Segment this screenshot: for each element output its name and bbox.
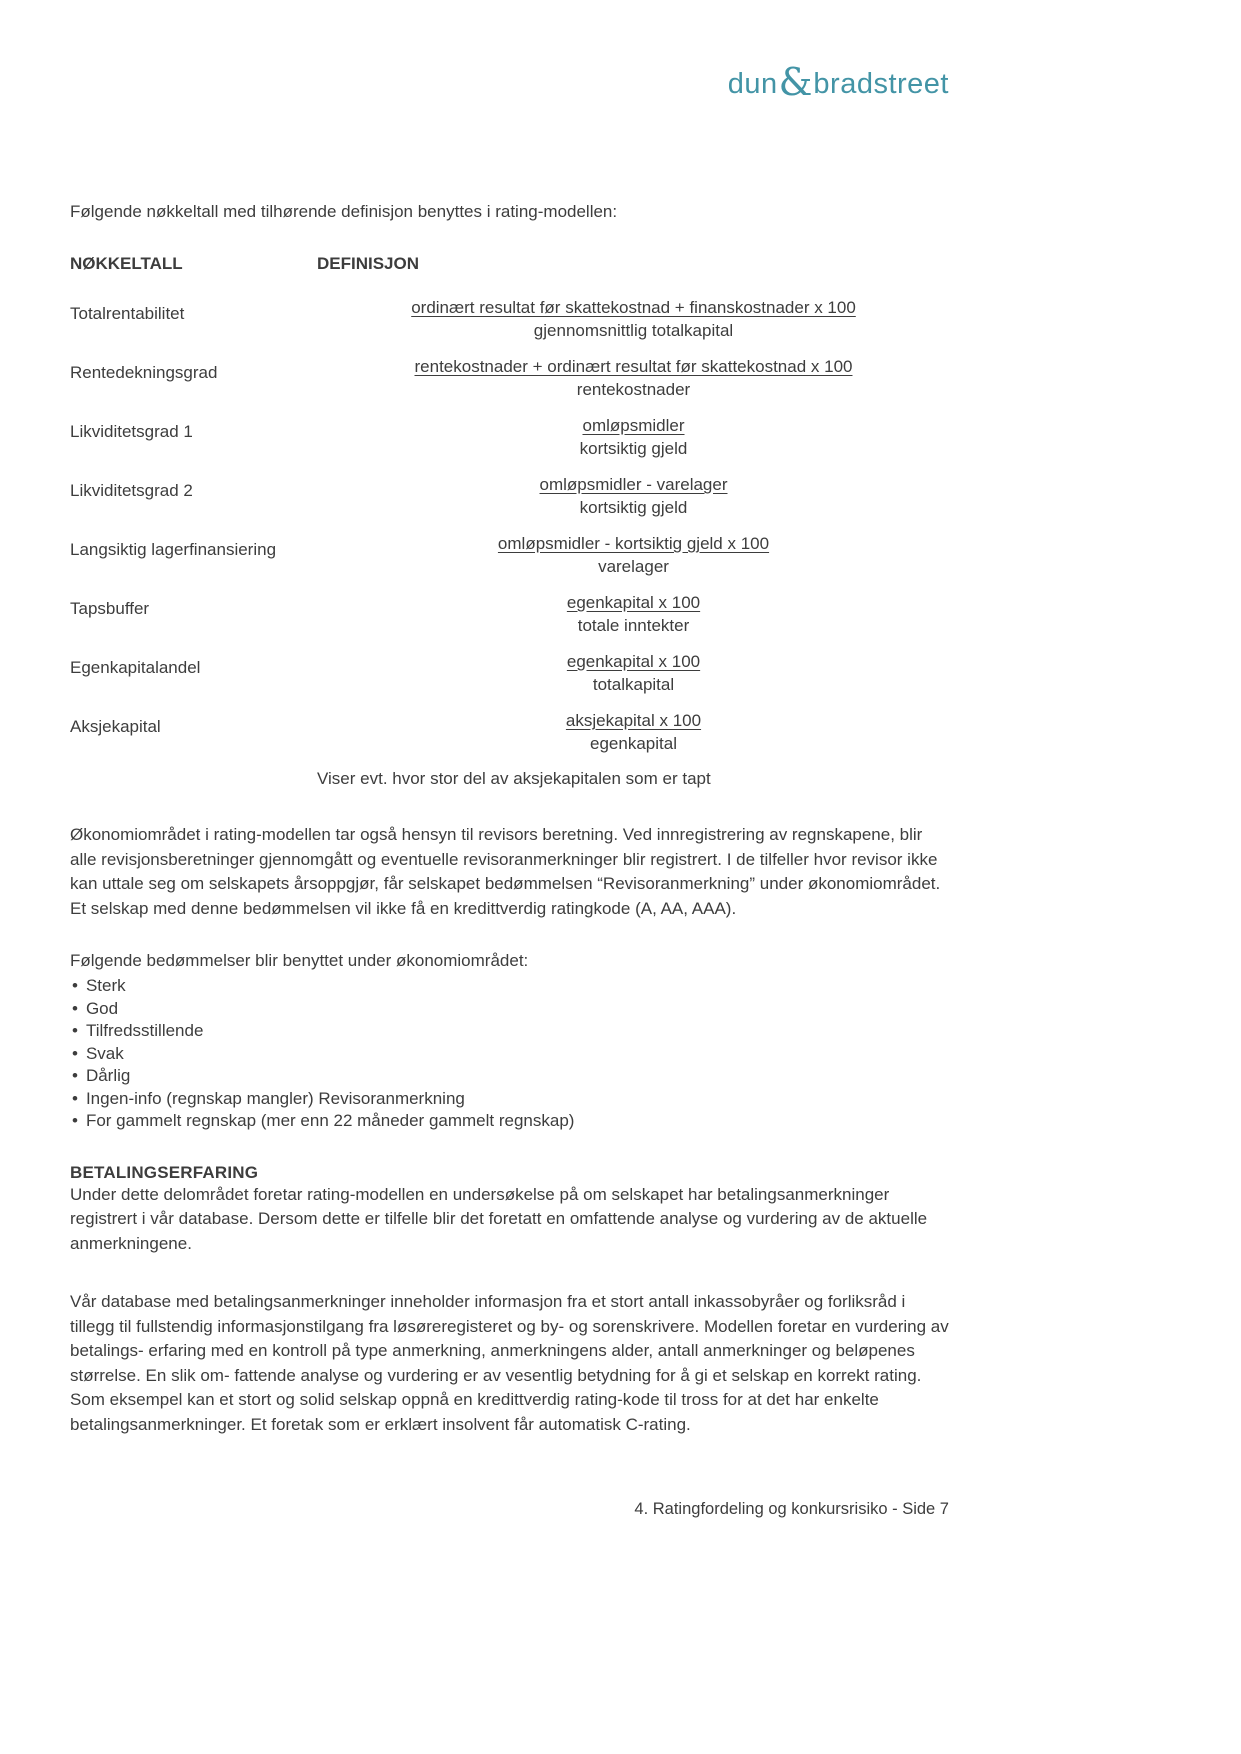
bullet-icon: • xyxy=(72,1111,78,1130)
ratio-label: Likviditetsgrad 2 xyxy=(70,481,193,500)
bullet-icon: • xyxy=(72,1066,78,1085)
bullet-icon: • xyxy=(72,1088,78,1108)
ratio-label: Likviditetsgrad 1 xyxy=(70,422,193,441)
logo-dun-text: dun xyxy=(727,68,778,100)
document-content xyxy=(70,200,950,1437)
aksjekapital-note: Viser evt. hvor stor del av aksjekapitalen som er tapt xyxy=(317,769,711,788)
formula-denominator: rentekostnader xyxy=(576,380,691,399)
formula-numerator: rentekostnader + ordinært resultat før skattekostnad x 100 xyxy=(414,357,853,376)
section-heading-betalingserfaring: BETALINGSERFARING xyxy=(70,1162,259,1182)
table-row xyxy=(70,296,950,342)
paragraph-betalingserfaring: Under dette delområdet foretar rating-modellen en undersøkelse på om selskapet har betalingsanmerkninger registrert i vår database. Dersom dette er tilfelle blir det foretatt en omfattende analyse og vurdering av de aktuelle anmerkningene. xyxy=(70,1184,928,1253)
list-item xyxy=(70,1088,950,1111)
ratio-formula xyxy=(317,532,950,578)
table-row xyxy=(70,473,950,519)
assessment-list-intro: Følgende bedømmelser blir benyttet under økonomiområdet: xyxy=(70,951,529,970)
formula-denominator: kortsiktig gjeld xyxy=(579,439,688,458)
formula-numerator: ordinært resultat før skattekostnad + finanskostnader x 100 xyxy=(411,298,856,317)
formula-denominator: kortsiktig gjeld xyxy=(579,498,688,517)
paragraph-database: Vår database med betalingsanmerkninger inneholder informasjon fra et stort antall inkassobyråer og forliksråd i tillegg til fullstendig informasjonstilgang fra løsøreregisteret og by- og sorenskrivere. Modellen foretar en vurdering av betalings- erfaring med en kontroll på type anmerkning, anmerkningens alder, antall anmerkninger og beløpenes størrelse. En slik om- fattende analyse og vurdering er av vesentlig betydning for å gi et selskap en korrekt rating. Som eksempel kan et stort og solid selskap oppnå en kredittverdig rating-kode til tross for at det har enkelte betalingsanmerkninger. Et foretak som er erklært insolvent får automatisk C-rating. xyxy=(70,1292,949,1434)
list-item-label: Svak xyxy=(85,1043,124,1063)
ratio-formula xyxy=(317,355,950,401)
ratio-formula xyxy=(317,709,950,755)
table-header-row xyxy=(70,254,950,274)
column-header-nokkeltall: NØKKELTALL xyxy=(70,254,183,273)
list-item-label: Dårlig xyxy=(85,1066,131,1085)
page-footer: 4. Ratingfordeling og konkursrisiko - Side 7 xyxy=(634,1500,949,1518)
ratio-formula xyxy=(317,591,950,637)
column-header-definisjon: DEFINISJON xyxy=(317,254,420,273)
list-item xyxy=(70,1043,950,1066)
list-item xyxy=(70,1020,950,1043)
logo-bradstreet-text: bradstreet xyxy=(813,68,949,100)
table-row xyxy=(70,709,950,755)
paragraph-economy: Økonomiområdet i rating-modellen tar også hensyn til revisors beretning. Ved innregistrering av regnskapene, blir alle revisjonsberetninger gjennomgått og eventuelle revisoranmerkninger blir registrert. I de tilfeller hvor revisor ikke kan uttale seg om selskapets årsoppgjør, får selskapet bedømmelsen “Revisoranmerkning” under økonomiområdet. Et selskap med denne bedømmelsen vil ikke få en kredittverdig ratingkode (A, AA, AAA). xyxy=(70,825,941,918)
ratio-formula xyxy=(317,473,950,519)
assessment-list xyxy=(70,975,950,1133)
ratio-label: Tapsbuffer xyxy=(70,599,150,618)
intro-text: Følgende nøkkeltall med tilhørende definisjon benyttes i rating-modellen: xyxy=(70,202,618,221)
table-row xyxy=(70,650,950,696)
list-item xyxy=(70,998,950,1021)
list-item xyxy=(70,975,950,998)
bullet-icon: • xyxy=(72,1043,78,1063)
list-item-label: Ingen-info (regnskap mangler) Revisoranmerkning xyxy=(85,1088,465,1108)
formula-numerator: omløpsmidler - kortsiktig gjeld x 100 xyxy=(497,534,770,553)
ratio-label: Langsiktig lagerfinansiering xyxy=(70,540,277,559)
formula-denominator: varelager xyxy=(598,557,669,576)
key-figures-table xyxy=(70,254,950,789)
formula-numerator: omløpsmidler - varelager xyxy=(539,475,728,494)
formula-denominator: gjennomsnittlig totalkapital xyxy=(533,321,734,340)
bullet-icon: • xyxy=(72,976,78,995)
list-item xyxy=(70,1110,950,1133)
formula-numerator: omløpsmidler xyxy=(582,416,685,435)
dun-bradstreet-logo: dun & bradstreet xyxy=(727,60,949,104)
ratio-label: Totalrentabilitet xyxy=(70,304,185,323)
ratio-formula xyxy=(317,650,950,696)
formula-numerator: egenkapital x 100 xyxy=(566,652,701,671)
table-row xyxy=(70,532,950,578)
ratio-label: Egenkapitalandel xyxy=(70,658,201,677)
ratio-label: Rentedekningsgrad xyxy=(70,363,218,382)
formula-denominator: totale inntekter xyxy=(577,616,690,635)
bullet-icon: • xyxy=(72,1021,78,1040)
list-item-label: Sterk xyxy=(85,976,126,995)
formula-numerator: aksjekapital x 100 xyxy=(565,711,702,730)
ratio-formula xyxy=(317,296,950,342)
ratio-label: Aksjekapital xyxy=(70,717,161,736)
list-item-label: God xyxy=(85,998,119,1018)
ratio-formula xyxy=(317,414,950,460)
formula-denominator: totalkapital xyxy=(592,675,675,694)
formula-numerator: egenkapital x 100 xyxy=(566,593,701,612)
list-item xyxy=(70,1065,950,1088)
bullet-icon: • xyxy=(72,998,78,1018)
table-row xyxy=(70,591,950,637)
table-row xyxy=(70,414,950,460)
list-item-label: Tilfredsstillende xyxy=(85,1021,204,1040)
table-row xyxy=(70,355,950,401)
formula-denominator: egenkapital xyxy=(590,734,677,753)
list-item-label: For gammelt regnskap (mer enn 22 måneder gammelt regnskap) xyxy=(85,1111,575,1130)
